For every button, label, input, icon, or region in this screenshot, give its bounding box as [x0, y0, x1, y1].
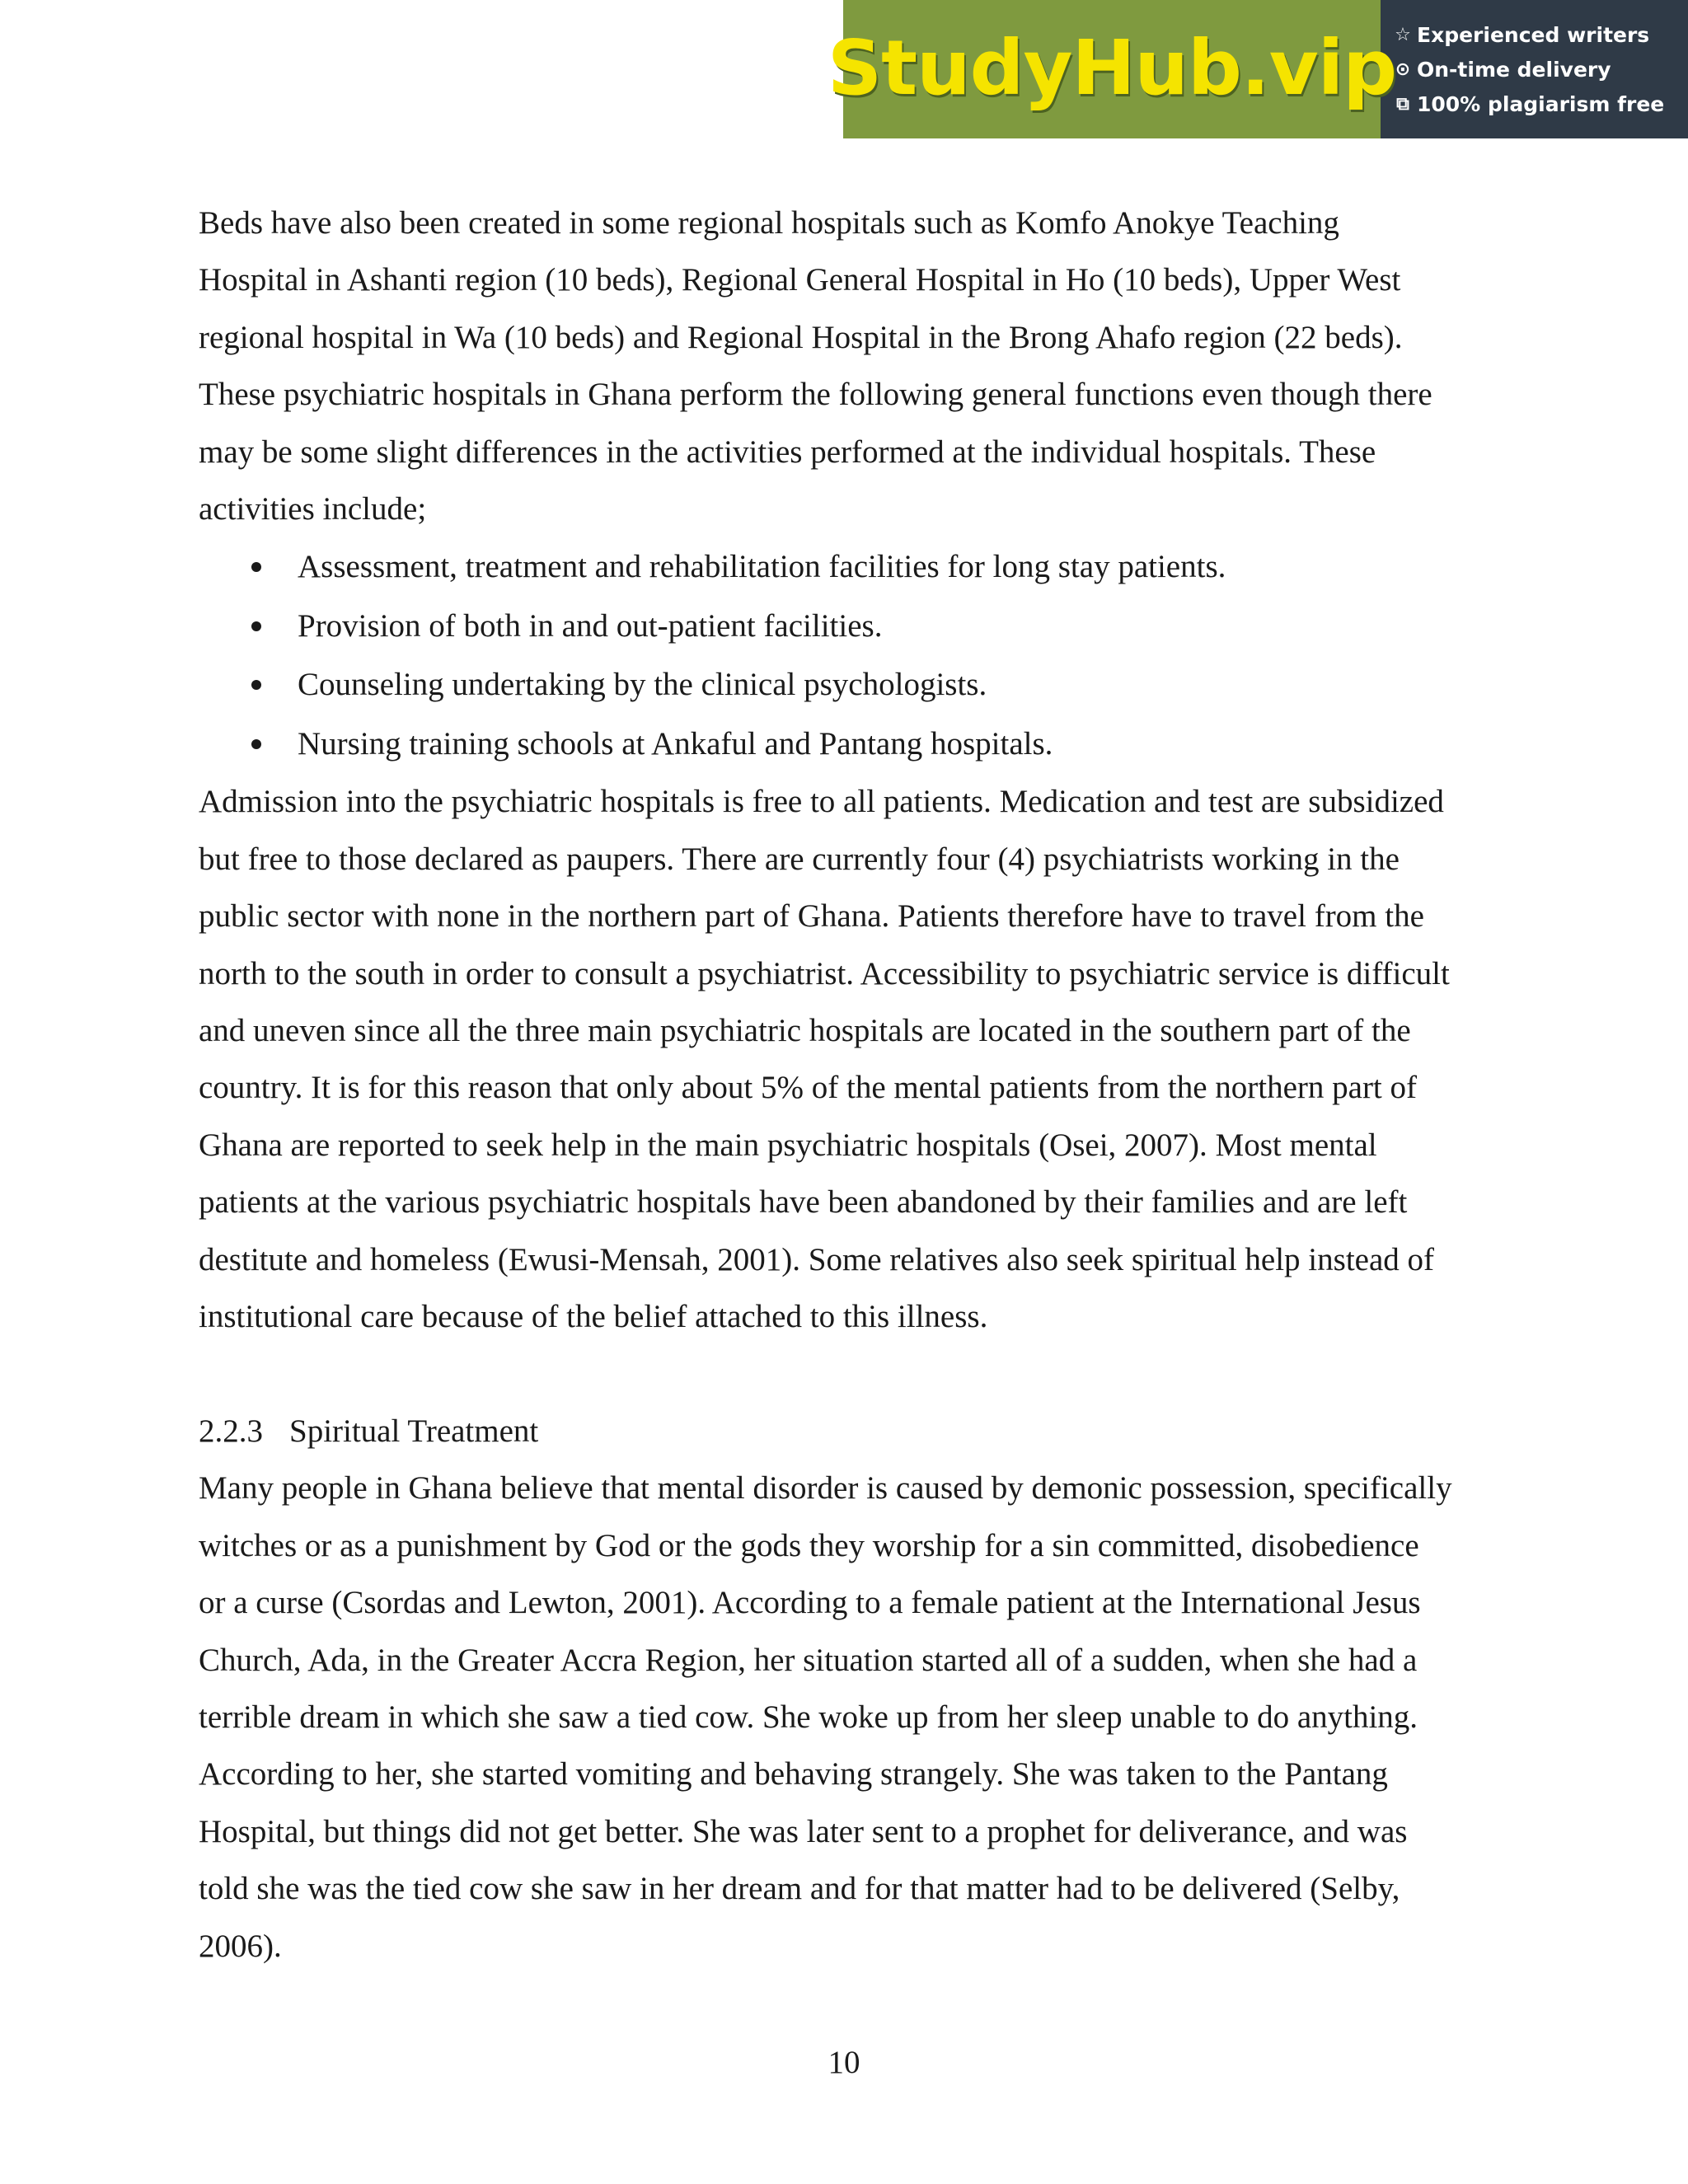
section-title: Spiritual Treatment: [289, 1413, 539, 1449]
text-line: public sector with none in the northern part of Ghana. Patients therefore have to travel from the: [199, 898, 1424, 935]
feature-label: 100% plagiarism free: [1417, 91, 1665, 116]
feature-on-time-delivery: [1392, 55, 1688, 83]
studyhub-logo[interactable]: [827, 0, 1397, 138]
text-line: Ghana are reported to seek help in the main psychiatric hospitals (Osei, 2007). Most mental: [199, 1127, 1377, 1163]
star-icon: ☆: [1395, 24, 1411, 45]
text-line: institutional care because of the belief attached to this illness.: [199, 1299, 988, 1335]
feature-label: On-time delivery: [1417, 57, 1611, 82]
text-line: terrible dream in which she saw a tied cow. She woke up from her sleep unable to do anything.: [199, 1699, 1418, 1735]
text-line: According to her, she started vomiting and behaving strangely. She was taken to the Pantang: [199, 1756, 1388, 1793]
text-line: or a curse (Csordas and Lewton, 2001). According to a female patient at the International Jesus: [199, 1585, 1421, 1621]
text-line: regional hospital in Wa (10 beds) and Regional Hospital in the Brong Ahafo region (22 beds).: [199, 319, 1403, 355]
admission-paragraph: [199, 773, 1501, 1345]
text-line: witches or as a punishment by God or the gods they worship for a sin committed, disobedience: [199, 1527, 1419, 1563]
text-line: destitute and homeless (Ewusi-Mensah, 2001). Some relatives also seek spiritual help instead of: [199, 1241, 1435, 1277]
clock-icon: ⊙: [1395, 59, 1411, 80]
text-line: Church, Ada, in the Greater Accra Region, her situation started all of a sudden, when she had a: [199, 1642, 1418, 1678]
spiritual-paragraph: [199, 1460, 1501, 1975]
text-line: and uneven since all the three main psychiatric hospitals are located in the southern part of the: [199, 1013, 1411, 1049]
text-line: Hospital, but things did not get better. She was later sent to a prophet for deliverance, and was: [199, 1813, 1408, 1849]
list-item-text: Assessment, treatment and rehabilitation facilities for long stay patients.: [298, 549, 1226, 585]
copy-icon: ⧉: [1396, 93, 1409, 115]
bullet-icon: [251, 621, 261, 631]
text-line: 2006).: [199, 1928, 282, 1964]
logo-text: StudyHub.vip: [827, 23, 1397, 112]
intro-paragraph: [199, 194, 1501, 537]
section-heading: [199, 1403, 1501, 1460]
text-line: activities include;: [199, 491, 427, 527]
list-item: [199, 655, 1501, 715]
text-line: may be some slight differences in the activities performed at the individual hospitals. These: [199, 434, 1376, 470]
document-body: [199, 194, 1501, 1975]
list-item-text: Counseling undertaking by the clinical psychologists.: [298, 667, 987, 703]
activities-list: [199, 537, 1501, 773]
text-line: country. It is for this reason that only about 5% of the mental patients from the northern part of: [199, 1070, 1418, 1106]
bullet-icon: [251, 562, 261, 572]
bullet-icon: [251, 739, 261, 749]
text-line: north to the south in order to consult a psychiatrist. Accessibility to psychiatric service is difficult: [199, 955, 1450, 991]
list-item-text: Nursing training schools at Ankaful and Pantang hospitals.: [298, 725, 1053, 762]
text-line: patients at the various psychiatric hospitals have been abandoned by their families and are left: [199, 1184, 1408, 1221]
list-item: [199, 715, 1501, 774]
feature-label: Experienced writers: [1417, 22, 1650, 47]
section-number: 2.2.3: [199, 1413, 263, 1449]
text-line: Admission into the psychiatric hospitals is free to all patients. Medication and test are subsidized: [199, 784, 1444, 820]
paragraph-gap: [199, 1346, 1501, 1403]
text-line: These psychiatric hospitals in Ghana perform the following general functions even though there: [199, 377, 1432, 413]
text-line: but free to those declared as paupers. There are currently four (4) psychiatrists working in the: [199, 841, 1400, 877]
studyhub-banner[interactable]: [827, 0, 1688, 138]
text-line: Beds have also been created in some regional hospitals such as Komfo Anokye Teaching: [199, 205, 1339, 241]
banner-features: [1381, 0, 1688, 138]
page-number: 10: [828, 2045, 860, 2080]
text-line: Many people in Ghana believe that mental disorder is caused by demonic possession, specifically: [199, 1470, 1452, 1507]
list-item-text: Provision of both in and out-patient facilities.: [298, 607, 883, 644]
feature-experienced-writers: [1392, 21, 1688, 49]
text-line: told she was the tied cow she saw in her dream and for that matter had to be delivered (Selby,: [199, 1871, 1400, 1907]
text-line: Hospital in Ashanti region (10 beds), Regional General Hospital in Ho (10 beds), Upper West: [199, 262, 1401, 298]
list-item: [199, 537, 1501, 597]
list-item: [199, 597, 1501, 656]
bullet-icon: [251, 680, 261, 690]
feature-plagiarism-free: [1392, 90, 1688, 118]
